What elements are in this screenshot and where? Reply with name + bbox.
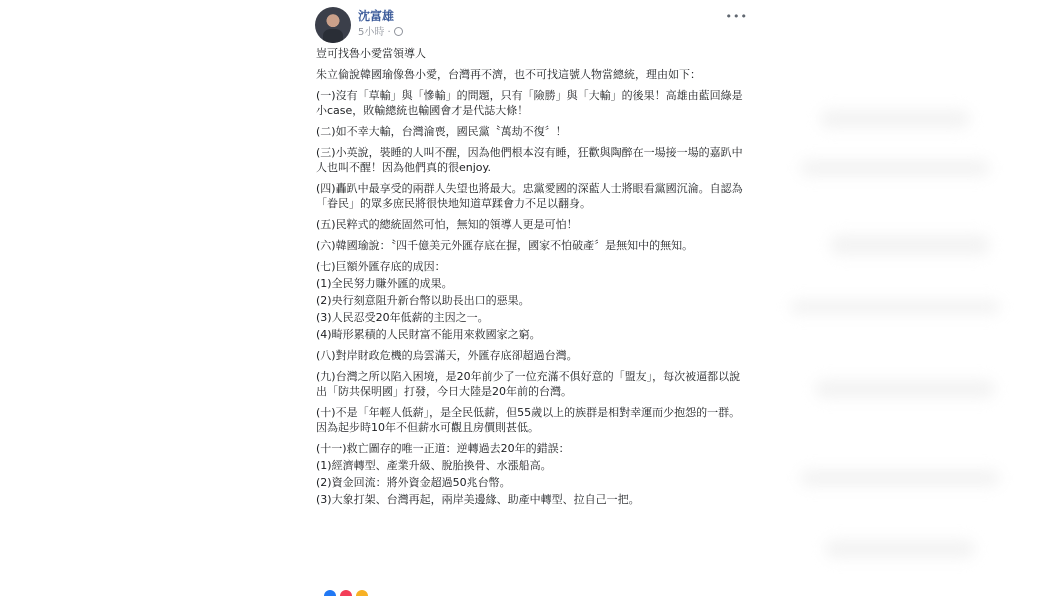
blurred-text xyxy=(825,540,975,558)
author-avatar[interactable] xyxy=(315,7,351,43)
post-paragraph: 朱立倫說韓國瑜像魯小愛，台灣再不濟，也不可找這號人物當總統，理由如下： xyxy=(316,68,701,81)
author-name[interactable]: 沈富雄 xyxy=(358,9,395,23)
blurred-text xyxy=(830,235,990,255)
post-paragraph: (3)大象打架、台灣再起，兩岸美邊緣、助產中轉型、拉自己一把。 xyxy=(316,493,640,506)
facebook-post xyxy=(308,0,756,596)
blurred-text xyxy=(800,470,1000,486)
post-time[interactable]: 5小時 · xyxy=(358,27,391,38)
post-paragraph: (十一)救亡圖存的唯一正道：逆轉過去20年的錯誤： xyxy=(316,442,570,455)
blurred-text xyxy=(820,110,970,128)
post-headline: 豈可找魯小愛當領導人 xyxy=(316,47,426,60)
blurred-text xyxy=(790,300,1000,314)
post-paragraph: (1)經濟轉型、產業升級、脫胎換骨、水漲船高。 xyxy=(316,459,552,472)
post-header xyxy=(308,0,756,44)
post-paragraph: (六)韓國瑜說：〝四千億美元外匯存底在握，國家不怕破產〞是無知中的無知。 xyxy=(316,239,694,252)
post-body xyxy=(316,46,748,513)
post-paragraph: (四)轟趴中最享受的兩群人失望也將最大。忠黨愛國的深藍人士將眼看黨國沉淪。自認為「眷民」的眾多庶民將很快地知道草蹂會力不足以翻身。 xyxy=(316,182,743,210)
love-reaction-icon xyxy=(340,590,352,596)
like-reaction-icon xyxy=(324,590,336,596)
post-meta[interactable] xyxy=(358,23,403,38)
post-paragraph: (2)資金回流：將外資金超過50兆台幣。 xyxy=(316,476,511,489)
post-paragraph: (一)沒有「草輸」與「慘輸」的問題，只有「險勝」與「大輸」的後果！高雄由藍回綠是小case，敗輸總統也輸國會才是代誌大條！ xyxy=(316,89,743,117)
blurred-side-area xyxy=(760,0,1060,596)
post-paragraph: (十)不是「年輕人低薪」，是全民低薪，但55歲以上的族群是相對幸運而少抱怨的一群。因為起步時10年不但薪水可觀且房價則甚低。 xyxy=(316,406,741,434)
post-paragraph: (二)如不幸大輸，台灣淪喪，國民黨〝萬劫不復〞！ xyxy=(316,125,567,138)
globe-icon xyxy=(394,27,403,36)
reaction-icons[interactable] xyxy=(324,590,368,596)
post-paragraph: (九)台灣之所以陷入困境，是20年前少了一位充滿不俱好意的「盟友」，每次被逼都以說出「防共保明國」打發，今日大陸是20年前的台灣。 xyxy=(316,370,741,398)
haha-reaction-icon xyxy=(356,590,368,596)
post-paragraph: (1)全民努力賺外匯的成果。 xyxy=(316,277,453,290)
post-paragraph: (4)畸形累積的人民財富不能用來救國家之窮。 xyxy=(316,328,541,341)
post-paragraph: (七)巨額外匯存底的成因： xyxy=(316,260,446,273)
blurred-text xyxy=(815,380,995,398)
blurred-text xyxy=(800,160,990,176)
more-options-icon[interactable]: ••• xyxy=(725,10,748,23)
post-paragraph: (八)對岸財政危機的烏雲滿天，外匯存底卻超過台灣。 xyxy=(316,349,578,362)
post-paragraph: (三)小英說，裝睡的人叫不醒，因為他們根本沒有睡，狂歡與陶醉在一場接一場的嘉趴中人也叫不醒！因為他們真的很enjoy. xyxy=(316,146,743,174)
post-paragraph: (3)人民忍受20年低薪的主因之一。 xyxy=(316,311,489,324)
post-paragraph: (五)民粹式的總統固然可怕，無知的領導人更是可怕！ xyxy=(316,218,578,231)
post-paragraph: (2)央行刻意阻升新台幣以助長出口的惡果。 xyxy=(316,294,530,307)
